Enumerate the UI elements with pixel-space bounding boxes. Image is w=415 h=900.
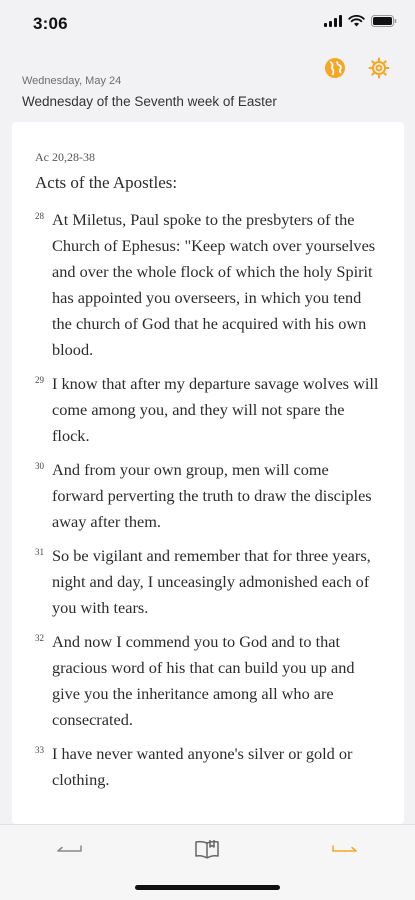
verse-text: So be vigilant and remember that for three years, night and day, I unceasingly admonished each of you with tears. (52, 546, 371, 617)
verse-text: And from your own group, men will come forward perverting the truth to draw the disciples away after them. (52, 460, 372, 531)
verse-text: At Miletus, Paul spoke to the presbyters of the Church of Ephesus: "Keep watch over yourselves and over the whole flock of which the holy Spirit has appointed you overseers, in which you tend the church of God that he acquired with his own blood. (52, 210, 376, 359)
verse-number: 30 (35, 461, 44, 471)
verse-number: 31 (35, 547, 44, 557)
signal-icon (324, 15, 342, 27)
forward-arrow-icon[interactable] (330, 837, 360, 861)
wifi-icon (348, 15, 365, 27)
verse (35, 629, 382, 733)
status-time: 3:06 (33, 14, 68, 33)
verse-number: 33 (35, 745, 44, 755)
verse (35, 371, 382, 449)
verse-number: 32 (35, 633, 44, 643)
header-actions (323, 56, 391, 80)
verse-text: And now I commend you to God and to that gracious word of his that can build you up and give you the inheritance among all who are consecrated. (52, 632, 355, 729)
verse (35, 207, 382, 363)
status-icons (324, 15, 397, 27)
status-bar (0, 0, 415, 50)
verse-number: 29 (35, 375, 44, 385)
verse-text: I have never wanted anyone's silver or gold or clothing. (52, 744, 353, 789)
verse (35, 543, 382, 621)
globe-icon[interactable] (323, 56, 347, 80)
back-arrow-icon[interactable] (54, 837, 84, 861)
verse-number: 28 (35, 211, 44, 221)
battery-icon (371, 15, 397, 27)
verse (35, 457, 382, 535)
reading-card[interactable] (12, 122, 404, 824)
reading-book-title: Acts of the Apostles: (35, 173, 178, 192)
reading-citation: Ac 20,28-38 (35, 150, 95, 164)
gear-icon[interactable] (367, 56, 391, 80)
verse (35, 741, 382, 793)
book-icon[interactable] (192, 837, 222, 861)
date-label: Wednesday, May 24 (22, 75, 122, 87)
verse-text: I know that after my departure savage wolves will come among you, and they will not spare the flock. (52, 374, 379, 445)
home-indicator[interactable] (135, 885, 280, 890)
liturgical-day-label: Wednesday of the Seventh week of Easter (22, 94, 277, 109)
